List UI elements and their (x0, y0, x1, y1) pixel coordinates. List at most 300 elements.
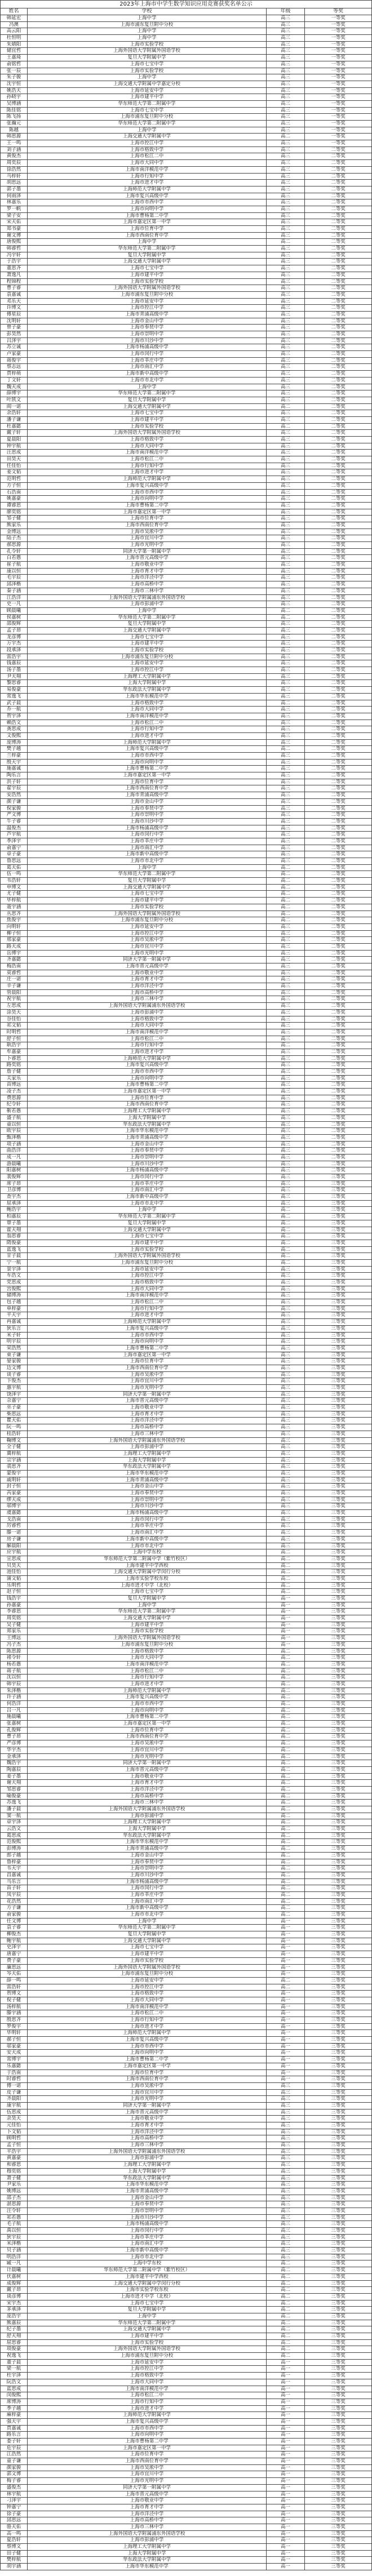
cell-award: 三等奖 (305, 2155, 372, 2162)
cell-name: 陈飞扬 (1, 114, 28, 121)
table-row (1, 2471, 372, 2478)
cell-school: 上海市育才中学 (28, 569, 267, 575)
cell-award: 二等奖 (305, 1042, 372, 1049)
cell-name: 岑天佑 (1, 1971, 28, 1978)
cell-grade: 高三 (267, 772, 305, 779)
cell-award: 三等奖 (305, 2517, 372, 2524)
cell-award: 一等奖 (305, 68, 372, 75)
cell-grade: 高三 (267, 2096, 305, 2103)
table-row (1, 740, 372, 747)
cell-grade: 高三 (267, 588, 305, 595)
cell-grade: 高三 (267, 555, 305, 562)
cell-school: 同济大学第一附属中学 (28, 957, 267, 963)
table-row (1, 1056, 372, 1063)
cell-name: 季子越 (1, 2406, 28, 2413)
cell-award: 三等奖 (305, 1319, 372, 1326)
cell-grade: 高二 (267, 2274, 305, 2281)
table-row (1, 1760, 372, 1767)
cell-school: 上海市高桥中学 (28, 1793, 267, 1800)
cell-award: 三等奖 (305, 1187, 372, 1194)
table-row (1, 186, 372, 193)
cell-name: 欧宇辰 (1, 1128, 28, 1135)
cell-award: 二等奖 (305, 851, 372, 858)
table-row (1, 1280, 372, 1286)
cell-school: 上海市位育中学 (28, 1095, 267, 1102)
cell-name: 黎思睿 (1, 680, 28, 687)
cell-school: 上海市洋泾中学 (28, 2129, 267, 2136)
cell-grade: 高三 (267, 443, 305, 450)
table-row (1, 832, 372, 838)
cell-school: 上海市进才中学 (28, 2024, 267, 2031)
cell-school: 上海市洋泾中学 (28, 1418, 267, 1424)
cell-school: 上海中学东校 (28, 2260, 267, 2267)
table-row (1, 2201, 372, 2208)
cell-name: 方子恒 (1, 483, 28, 490)
cell-name: 夏浩轩 (1, 2537, 28, 2544)
cell-name: 郝思源 (1, 542, 28, 549)
table-row (1, 180, 372, 186)
cell-award: 三等奖 (305, 1912, 372, 1918)
cell-name: 蒋俊宇 (1, 358, 28, 365)
table-row (1, 2478, 372, 2485)
cell-grade: 高三 (267, 1174, 305, 1181)
cell-grade: 高三 (267, 1293, 305, 1299)
cell-school: 上海市杨浦高级中学 (28, 2221, 267, 2228)
cell-grade: 高三 (267, 674, 305, 681)
cell-grade: 高三 (267, 1267, 305, 1273)
cell-name: 温俊杰 (1, 825, 28, 832)
table-row (1, 1892, 372, 1899)
table-row (1, 1523, 372, 1530)
table-row (1, 2096, 372, 2103)
cell-grade: 高三 (267, 970, 305, 977)
table-row (1, 2373, 372, 2379)
table-row (1, 1938, 372, 1945)
cell-name: 牟嘉豪 (1, 1049, 28, 1056)
cell-grade: 高三 (267, 160, 305, 167)
cell-grade: 高三 (267, 1148, 305, 1154)
table-row (1, 1793, 372, 1800)
cell-grade: 高三 (267, 174, 305, 180)
cell-school: 复旦大学附属中学 (28, 252, 267, 259)
cell-name: 熊家乐 (1, 522, 28, 529)
cell-grade: 高一 (267, 2439, 305, 2445)
cell-grade: 高一 (267, 1635, 305, 1642)
table-row (1, 720, 372, 727)
table-row (1, 1477, 372, 1484)
cell-grade: 高二 (267, 615, 305, 621)
cell-award: 二等奖 (305, 450, 372, 456)
cell-school: 上海师范大学附属中学 (28, 1688, 267, 1695)
cell-name: 施嘉诚 (1, 766, 28, 772)
cell-school: 上海市行知中学 (28, 1306, 267, 1313)
cell-grade: 高三 (267, 1076, 305, 1082)
cell-school: 上海市杨浦高级中学 (28, 1879, 267, 1886)
cell-name: 平天宇 (1, 1312, 28, 1319)
table-row (1, 1128, 372, 1135)
cell-name: 娄子轩 (1, 2439, 28, 2445)
cell-award: 二等奖 (305, 766, 372, 772)
cell-name: 董思齐 (1, 265, 28, 272)
table-header-row (1, 8, 372, 15)
cell-school: 上海市南汇中学 (28, 1187, 267, 1194)
cell-grade: 高三 (267, 1398, 305, 1405)
cell-school: 上海市延安中学 (28, 299, 267, 305)
cell-name: 阳嘉树 (1, 1167, 28, 1174)
cell-award: 三等奖 (305, 2478, 372, 2485)
table-row (1, 851, 372, 858)
table-row (1, 463, 372, 470)
table-row (1, 1727, 372, 1734)
cell-school: 上海市川沙中学 (28, 1503, 267, 1510)
cell-award: 二等奖 (305, 917, 372, 924)
cell-award: 一等奖 (305, 114, 372, 121)
cell-grade: 高三 (267, 720, 305, 727)
cell-grade: 高二 (267, 1912, 305, 1918)
cell-grade: 高三 (267, 226, 305, 233)
cell-award: 二等奖 (305, 344, 372, 351)
table-row (1, 1016, 372, 1023)
cell-award: 一等奖 (305, 121, 372, 127)
cell-name: 霍天翔 (1, 1227, 28, 1234)
cell-name: 冯宇轩 (1, 252, 28, 259)
cell-award: 二等奖 (305, 312, 372, 318)
cell-school: 华东师范大学第二附属中学 (28, 1609, 267, 1615)
table-row (1, 424, 372, 430)
cell-school: 上海大学附属中学 (28, 2169, 267, 2175)
cell-award: 二等奖 (305, 878, 372, 885)
cell-award: 三等奖 (305, 1477, 372, 1484)
cell-award: 二等奖 (305, 832, 372, 838)
cell-award: 一等奖 (305, 74, 372, 81)
cell-award: 三等奖 (305, 2057, 372, 2063)
cell-grade: 高二 (267, 1853, 305, 1859)
cell-grade: 高三 (267, 305, 305, 312)
cell-school: 上海市彭浦中学 (28, 1813, 267, 1820)
cell-award: 三等奖 (305, 2373, 372, 2379)
table-row (1, 2070, 372, 2077)
table-row (1, 2129, 372, 2136)
table-row (1, 1299, 372, 1306)
cell-school: 上海市进才中学 (28, 1312, 267, 1319)
cell-grade: 高三 (267, 351, 305, 358)
table-row (1, 2419, 372, 2426)
cell-school: 上海市浦东复旦附中分校 (28, 22, 267, 29)
cell-name: 祝逸飞 (1, 2353, 28, 2360)
cell-award: 三等奖 (305, 1602, 372, 1609)
cell-award: 三等奖 (305, 1833, 372, 1840)
cell-school: 上海市实验学校 (28, 68, 267, 75)
cell-grade: 高三 (267, 2162, 305, 2169)
cell-school: 上海市嘉定区第一中学 (28, 509, 267, 516)
cell-name: 罗一帆 (1, 206, 28, 213)
table-row (1, 1319, 372, 1326)
cell-school: 上海市格致中学 (28, 1016, 267, 1023)
cell-grade: 高二 (267, 2307, 305, 2313)
cell-name: 皮子谦 (1, 2090, 28, 2097)
cell-name: 时睿哲 (1, 2076, 28, 2083)
table-row (1, 2307, 372, 2313)
cell-award: 三等奖 (305, 1885, 372, 1892)
cell-name: 覃子墨 (1, 1220, 28, 1227)
cell-grade: 高三 (267, 68, 305, 75)
cell-name: 安浩然 (1, 792, 28, 799)
cell-award: 三等奖 (305, 2215, 372, 2222)
cell-school: 上海市控江中学 (28, 2366, 267, 2373)
cell-award: 二等奖 (305, 180, 372, 186)
cell-award: 三等奖 (305, 1589, 372, 1596)
table-row (1, 1062, 372, 1069)
cell-grade: 高二 (267, 1708, 305, 1715)
cell-award: 二等奖 (305, 456, 372, 463)
cell-school: 上海市松江二中 (28, 1668, 267, 1675)
table-row (1, 2149, 372, 2156)
table-row (1, 1819, 372, 1826)
cell-name: 廖奕铭 (1, 509, 28, 516)
cell-grade: 高三 (267, 61, 305, 68)
cell-grade: 高三 (267, 1405, 305, 1411)
cell-school: 上海市吴淞中学 (28, 1372, 267, 1379)
cell-grade: 高三 (267, 535, 305, 542)
cell-grade: 高三 (267, 1543, 305, 1550)
cell-school: 上海市行知中学 (28, 2017, 267, 2024)
cell-grade: 高二 (267, 1780, 305, 1787)
cell-grade: 高一 (267, 1615, 305, 1622)
cell-name: 范明哲 (1, 476, 28, 483)
cell-award: 三等奖 (305, 1701, 372, 1708)
cell-school: 上海大学附属中学 (28, 1458, 267, 1464)
cell-award: 三等奖 (305, 1181, 372, 1188)
cell-school: 上海市晋元高级中学 (28, 963, 267, 970)
cell-school: 上海市大同中学 (28, 2379, 267, 2386)
cell-award: 三等奖 (305, 1451, 372, 1458)
cell-grade: 高二 (267, 134, 305, 140)
cell-award: 二等奖 (305, 720, 372, 727)
table-row (1, 469, 372, 476)
table-row (1, 1517, 372, 1524)
table-row (1, 61, 372, 68)
cell-grade: 高三 (267, 760, 305, 766)
cell-grade: 高三 (267, 219, 305, 226)
cell-name: 明宇辰 (1, 1339, 28, 1345)
cell-grade: 高三 (267, 1458, 305, 1464)
cell-grade: 高三 (267, 193, 305, 200)
cell-school: 上海外国语大学附属外国语学校 (28, 911, 267, 918)
cell-school: 上海市青浦高级中学 (28, 1846, 267, 1853)
cell-name: 庞博涛 (1, 740, 28, 747)
cell-grade: 高三 (267, 1339, 305, 1345)
cell-grade: 高三 (267, 1464, 305, 1471)
cell-grade: 高三 (267, 1411, 305, 1418)
table-row (1, 265, 372, 272)
cell-school: 上海市大同中学 (28, 1655, 267, 1662)
cell-award: 三等奖 (305, 1879, 372, 1886)
cell-grade: 高二 (267, 1787, 305, 1793)
cell-name: 戴子昂 (1, 2287, 28, 2294)
table-row (1, 2188, 372, 2195)
cell-name: 赖浩文 (1, 720, 28, 727)
cell-school: 上海理工大学附属中学 (28, 2544, 267, 2551)
cell-grade: 高三 (267, 28, 305, 35)
cell-name: 席博涛 (1, 2399, 28, 2406)
cell-award: 三等奖 (305, 1273, 372, 1280)
cell-school: 上海市敬业中学 (28, 1774, 267, 1780)
cell-name: 任文博 (1, 1918, 28, 1925)
cell-name: 路奕铭 (1, 1062, 28, 1069)
cell-award: 三等奖 (305, 1872, 372, 1879)
cell-name: 魏浩宇 (1, 1760, 28, 1767)
cell-school: 上海市行知中学 (28, 463, 267, 470)
table-row (1, 1905, 372, 1912)
cell-award: 二等奖 (305, 785, 372, 792)
cell-grade: 高一 (267, 2465, 305, 2472)
cell-name: 金博远 (1, 529, 28, 536)
cell-school: 上海市位育中学 (28, 226, 267, 233)
cell-award: 三等奖 (305, 1233, 372, 1240)
cell-school: 上海市复兴高级中学 (28, 193, 267, 200)
table-row (1, 397, 372, 404)
table-row (1, 522, 372, 529)
cell-award: 三等奖 (305, 2544, 372, 2551)
cell-name: 翟宇辰 (1, 785, 28, 792)
cell-school: 上海市松江二中 (28, 153, 267, 160)
cell-award: 二等奖 (305, 153, 372, 160)
table-row (1, 2142, 372, 2149)
cell-name: 凤宇辰 (1, 1892, 28, 1899)
cell-school: 上海市市北中学 (28, 377, 267, 384)
cell-grade: 高三 (267, 463, 305, 470)
cell-grade: 高一 (267, 2076, 305, 2083)
cell-name: 王博远 (1, 1635, 28, 1642)
cell-name: 汪令轩 (1, 2208, 28, 2215)
cell-award: 二等奖 (305, 529, 372, 536)
table-row (1, 1681, 372, 1688)
cell-grade: 高三 (267, 1536, 305, 1543)
cell-grade: 高一 (267, 2485, 305, 2491)
cell-name: 裴俊辉 (1, 1174, 28, 1181)
cell-award: 一等奖 (305, 35, 372, 42)
cell-name: 游晨曦 (1, 1161, 28, 1168)
cell-name: 米子轩 (1, 1333, 28, 1339)
cell-school: 上海市华东模范中学 (28, 1128, 267, 1135)
cell-award: 三等奖 (305, 2090, 372, 2097)
cell-name: 董子晨 (1, 2360, 28, 2366)
cell-award: 三等奖 (305, 2537, 372, 2544)
table-row (1, 1622, 372, 1629)
cell-school: 上海师范大学附属中学 (28, 1319, 267, 1326)
cell-name: 孔俊辉 (1, 1727, 28, 1734)
cell-award: 二等奖 (305, 779, 372, 786)
cell-name: 颜家骏 (1, 2465, 28, 2472)
cell-award: 三等奖 (305, 2300, 372, 2307)
table-row (1, 1918, 372, 1925)
cell-grade: 高三 (267, 1003, 305, 1010)
cell-grade: 高三 (267, 2201, 305, 2208)
cell-school: 上海市宜川中学 (28, 535, 267, 542)
table-row (1, 1833, 372, 1840)
cell-award: 三等奖 (305, 2050, 372, 2057)
cell-school: 华东师范大学第二附属中学 (28, 1925, 267, 1931)
cell-name: 邹子健 (1, 516, 28, 522)
cell-award: 二等奖 (305, 911, 372, 918)
cell-award: 三等奖 (305, 2294, 372, 2300)
cell-grade: 高二 (267, 1734, 305, 1740)
cell-award: 三等奖 (305, 2551, 372, 2557)
cell-grade: 高三 (267, 799, 305, 806)
cell-name: 唐嘉宁 (1, 1951, 28, 1958)
table-row (1, 483, 372, 490)
table-row (1, 1721, 372, 1727)
table-row (1, 490, 372, 496)
table-row (1, 1971, 372, 1978)
cell-school: 上海市洋泾中学 (28, 2511, 267, 2518)
cell-award: 三等奖 (305, 2458, 372, 2465)
cell-school: 复旦大学附属中学 (28, 1931, 267, 1938)
table-row (1, 2320, 372, 2327)
table-row (1, 213, 372, 220)
table-row (1, 766, 372, 772)
cell-award: 三等奖 (305, 1352, 372, 1359)
cell-school: 上海市高桥中学 (28, 2135, 267, 2142)
cell-grade: 高三 (267, 601, 305, 608)
cell-award: 三等奖 (305, 1293, 372, 1299)
cell-grade: 高二 (267, 1662, 305, 1668)
cell-name: 邓乐天 (1, 299, 28, 305)
cell-name: 路天成 (1, 944, 28, 951)
cell-award: 二等奖 (305, 667, 372, 674)
cell-school: 上海市南洋模范中学 (28, 167, 267, 174)
cell-name: 苏逸飞 (1, 1800, 28, 1806)
cell-school: 上海市向明中学 (28, 496, 267, 503)
cell-name: 雷浩轩 (1, 1984, 28, 1991)
cell-name: 戈浩南 (1, 1517, 28, 1524)
cell-school: 上海市三林中学 (28, 1431, 267, 1438)
cell-name: 冯澳 (1, 22, 28, 29)
cell-grade: 高三 (267, 2241, 305, 2248)
cell-grade: 高三 (267, 944, 305, 951)
cell-name: 翁思睿 (1, 1233, 28, 1240)
cell-grade: 高二 (267, 1760, 305, 1767)
cell-name: 顾晨曦 (1, 608, 28, 615)
cell-grade: 高三 (267, 1280, 305, 1286)
cell-grade: 高二 (267, 2340, 305, 2347)
cell-award: 三等奖 (305, 2346, 372, 2353)
cell-award: 三等奖 (305, 1635, 372, 1642)
cell-award: 三等奖 (305, 1267, 372, 1273)
cell-name: 傅一诺 (1, 2083, 28, 2090)
cell-award: 二等奖 (305, 601, 372, 608)
cell-award: 二等奖 (305, 239, 372, 246)
cell-award: 二等奖 (305, 562, 372, 569)
cell-award: 三等奖 (305, 2511, 372, 2518)
table-row (1, 1082, 372, 1089)
cell-award: 三等奖 (305, 1458, 372, 1464)
cell-award: 三等奖 (305, 1958, 372, 1965)
table-row (1, 647, 372, 654)
cell-name: 宁一航 (1, 1260, 28, 1267)
cell-grade: 高三 (267, 1089, 305, 1095)
cell-name: 韩睿哲 (1, 246, 28, 252)
cell-school: 上海市三林中学 (28, 588, 267, 595)
table-row (1, 760, 372, 766)
cell-school: 上海市育才中学 (28, 1411, 267, 1418)
cell-name: 于浩宇 (1, 259, 28, 265)
cell-grade: 高三 (267, 1503, 305, 1510)
table-row (1, 2458, 372, 2465)
cell-school: 上海外国语大学附属外国语学校 (28, 430, 267, 437)
cell-grade: 高二 (267, 1800, 305, 1806)
cell-school: 上海中学 (28, 74, 267, 81)
